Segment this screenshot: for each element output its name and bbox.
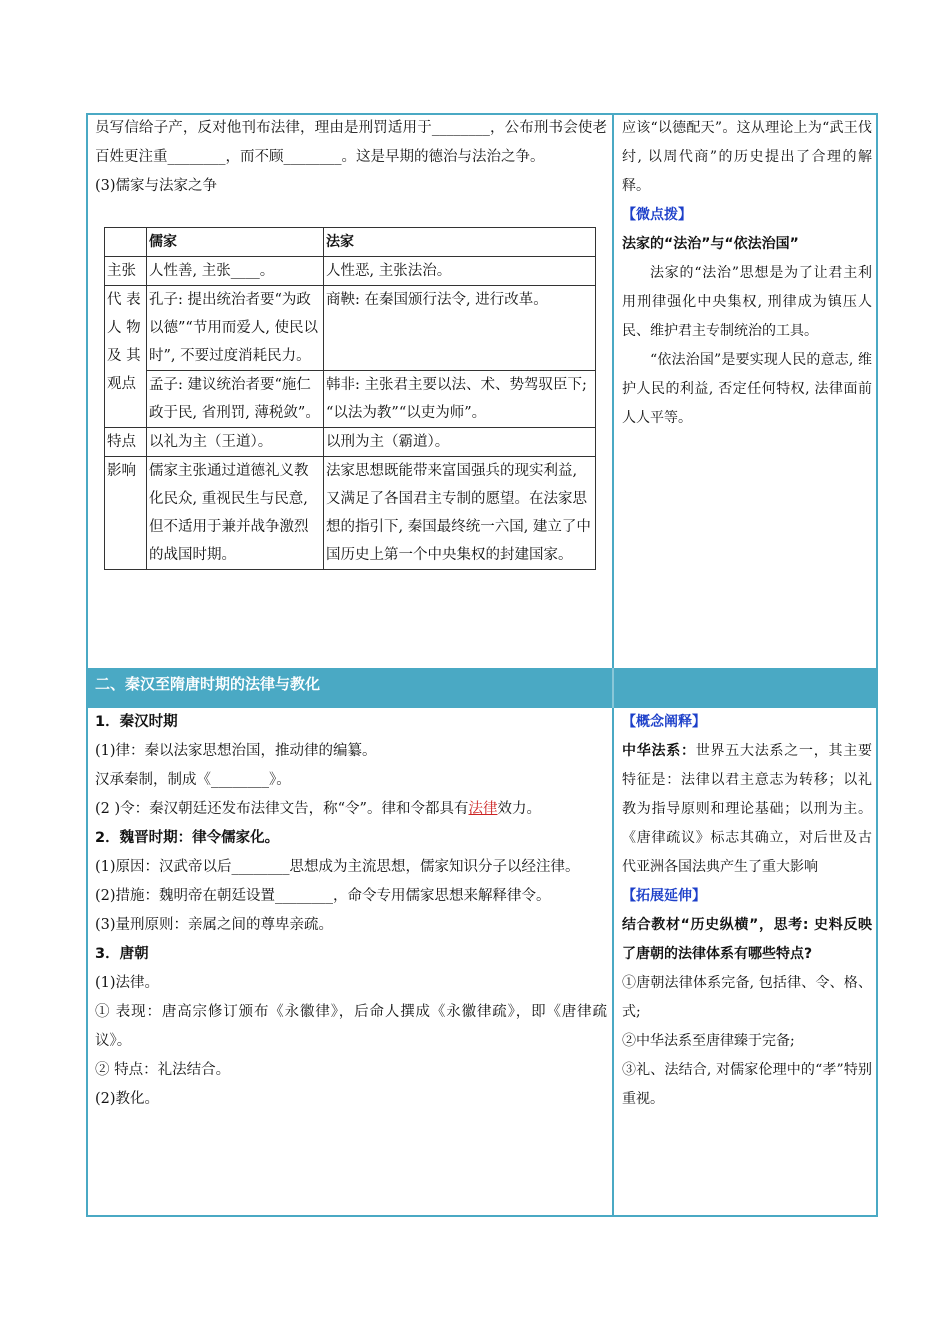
table-row: [105, 371, 596, 428]
text-line: (3)量刑原则：亲属之间的尊卑亲疏。: [95, 917, 334, 933]
cell-fa: 法家思想既能带来富国强兵的现实利益, 又满足了各国君主专制的愿望。在法家思想的指引下, 秦国最终统一六国, 建立了中国历史上第一个中央集权的封建国家。: [324, 457, 596, 570]
header-fajia: 法家: [324, 228, 596, 257]
row-label: 影响: [105, 457, 147, 570]
concept-def: 世界五大法系之一，其主要特征是：法律以君主意志为转移；以礼教为指导原则和理论基础；以刑为主。《唐律疏议》标志其确立，对后世及古代亚洲各国法典产生了重大影响: [622, 743, 872, 875]
table-row: [105, 257, 596, 286]
answer-item: ②中华法系至唐律臻于完备;: [622, 1033, 795, 1049]
section-title: 二、秦汉至隋唐时期的法律与教化: [95, 675, 321, 693]
cell-ru: 儒家主张通过道德礼义教化民众, 重视民生与民意, 但不适用于兼并战争激烈的战国时期。: [147, 457, 324, 570]
right-bottom-notes: [622, 708, 872, 1114]
concept-paragraph: [622, 737, 872, 882]
note-paragraph: 法家的“法治”思想是为了让君主利用刑律强化中央集权, 刑律成为镇压人民、维护君主专制统治的工具。: [622, 265, 872, 339]
text-span: (2 )令：秦汉朝廷还发布法律文告，称“令”。律和令都具有: [95, 801, 469, 817]
cell-fa: 商鞅: 在秦国颁行法令, 进行改革。: [324, 286, 596, 371]
cell-fa: 以刑为主（霸道）。: [324, 428, 596, 457]
header-blank: [105, 228, 147, 257]
column-divider-bottom: [612, 708, 614, 1217]
note-paragraph: “依法治国”是要实现人民的意志, 维护人民的利益, 否定任何特权, 法律面前人人平等。: [622, 352, 872, 426]
cell-ru: 孔子: 提出统治者要“为政以德”“节用而爱人, 使民以时”, 不要过度消耗民力。: [147, 286, 324, 371]
heading-tang: 3．唐朝: [95, 946, 149, 962]
band-divider: [612, 668, 614, 708]
row-label: 主张: [105, 257, 147, 286]
text-line: (1)律：秦以法家思想治国，推动律的编纂。: [95, 743, 377, 759]
tag-weidianbo: 【微点拨】: [622, 207, 692, 223]
comparison-table: [104, 227, 596, 570]
table-row: [105, 457, 596, 570]
table-row: [105, 286, 596, 371]
text-line: [95, 795, 607, 824]
answer-item: ①唐朝法律体系完备, 包括律、令、格、式;: [622, 975, 872, 1020]
cell-ru: 人性善, 主张____。: [147, 257, 324, 286]
concept-term: 中华法系：: [622, 743, 696, 759]
answer-item: ③礼、法结合, 对儒家伦理中的“孝”特别重视。: [622, 1062, 872, 1107]
text-line: 汉承秦制，制成《________》。: [95, 772, 291, 788]
text-line: ② 特点：礼法结合。: [95, 1062, 231, 1078]
question: 结合教材“历史纵横”，思考: 史料反映了唐朝的法律体系有哪些特点?: [622, 917, 872, 962]
heading-weijin: 2．魏晋时期：律令儒家化。: [95, 830, 280, 846]
text-line: ① 表现：唐高宗修订颁布《永徽律》，后命人撰成《永徽律疏》，即《唐律疏议》。: [95, 1004, 607, 1049]
column-divider-top: [612, 113, 614, 668]
left-top-text: [95, 114, 607, 201]
left-bottom-text: [95, 708, 607, 1114]
text-line: (1)原因：汉武帝以后________思想成为主流思想，儒家知识分子以经注律。: [95, 859, 580, 875]
header-rujia: 儒家: [147, 228, 324, 257]
text-span: 效力。: [497, 801, 541, 817]
cell-ru: 以礼为主（王道）。: [147, 428, 324, 457]
cell-fa: 人性恶, 主张法治。: [324, 257, 596, 286]
subheading-ru-fa: (3)儒家与法家之争: [95, 178, 218, 194]
note-paragraph: 应该“以德配天”。这从理论上为“武王伐纣, 以周代商”的历史提出了合理的解释。: [622, 120, 872, 194]
right-top-notes: [622, 114, 872, 433]
row-label: 代 表 人 物 及 其 观点: [105, 286, 147, 428]
paragraph-zichan: 员写信给子产，反对他刊布法律，理由是刑罚适用于________，公布刑书会使老百姓更注重________，而不顾________。这是早期的德治与法治之争。: [95, 120, 607, 165]
table-row: [105, 428, 596, 457]
row-label: 特点: [105, 428, 147, 457]
heading-qinhan: 1．秦汉时期: [95, 714, 178, 730]
text-line: (1)法律。: [95, 975, 160, 991]
text-line: (2)措施：魏明帝在朝廷设置________，命令专用儒家思想来解释律令。: [95, 888, 551, 904]
tag-gainian: 【概念阐释】: [622, 714, 706, 730]
note-title: 法家的“法治”与“依法治国”: [622, 236, 799, 252]
cell-fa: 韩非: 主张君主要以法、术、势驾驭臣下; “以法为教”“以吏为师”。: [324, 371, 596, 428]
link-falv[interactable]: 法律: [468, 801, 498, 817]
text-line: (2)教化。: [95, 1091, 160, 1107]
tag-tuozhan: 【拓展延伸】: [622, 888, 706, 904]
cell-ru: 孟子: 建议统治者要“施仁政于民, 省刑罚, 薄税敛”。: [147, 371, 324, 428]
table-header-row: [105, 228, 596, 257]
